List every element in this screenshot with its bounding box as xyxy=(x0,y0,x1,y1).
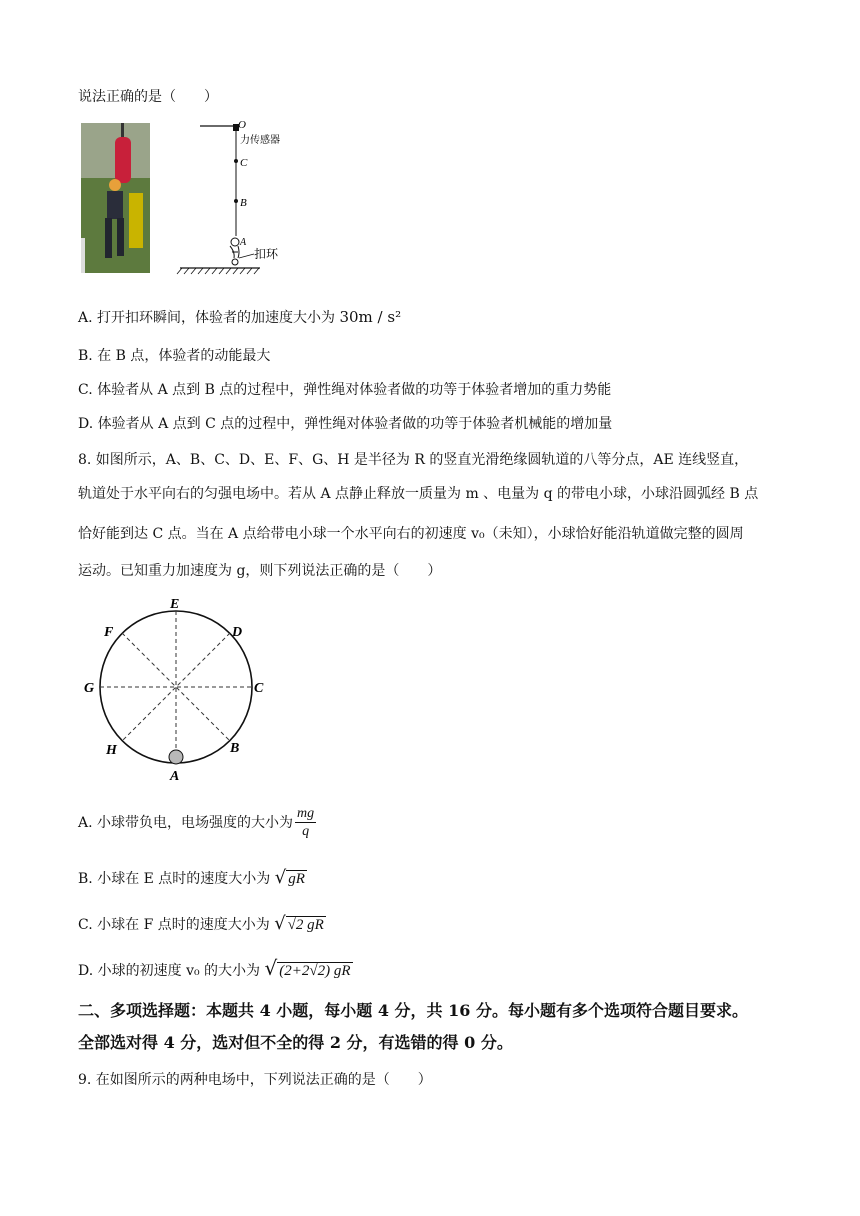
fraction-denominator: q xyxy=(302,823,310,839)
fig8-label-d: D xyxy=(232,625,243,640)
q7-option-a-value: 30m / s² xyxy=(339,308,402,326)
q7-tail: 说法正确的是（ ） xyxy=(78,89,218,105)
q7-option-c: C. 体验者从 A 点到 B 点的过程中，弹性绳对体验者做的功等于体验者增加的重力势能 xyxy=(78,382,612,398)
q8-option-d xyxy=(78,958,353,981)
q8-option-a xyxy=(78,805,316,841)
fig8-label-a: A xyxy=(170,769,180,784)
q7-option-a xyxy=(78,307,401,328)
q8-line-4: 运动。已知重力加速度为 g，则下列说法正确的是（ ） xyxy=(78,563,442,579)
fig7-label-a: A xyxy=(240,237,247,248)
q7-option-a-text: A. 打开扣环瞬间，体验者的加速度大小为 xyxy=(78,310,336,326)
q9-stem: 9. 在如图所示的两种电场中，下列说法正确的是（ ） xyxy=(78,1072,432,1088)
fig7-label-sensor: 力传感器 xyxy=(240,135,280,146)
sqrt-icon: √ xyxy=(274,913,286,934)
q8-line-2: 轨道处于水平向右的匀强电场中。若从 A 点静止释放一质量为 m 、电量为 q 的带电小球，小球沿圆弧经 B 点 xyxy=(78,486,759,502)
fraction-numerator: mg xyxy=(297,805,315,821)
circle-track-figure xyxy=(76,590,276,790)
q8-option-c-expr: √2 gR xyxy=(287,917,324,933)
fig8-label-b: B xyxy=(230,741,240,756)
q8-option-b-expr: gR xyxy=(288,871,305,887)
sqrt-icon: √ xyxy=(264,956,278,980)
fig7-label-buckle: 扣环 xyxy=(254,247,279,261)
fig7-label-c: C xyxy=(240,157,248,169)
q7-option-d: D. 体验者从 A 点到 C 点的过程中，弹性绳对体验者做的功等于体验者机械能的增加量 xyxy=(78,416,613,432)
q8-option-d-text: D. 小球的初速度 v₀ 的大小为 xyxy=(78,963,261,979)
fig8-label-e: E xyxy=(170,597,180,612)
bungee-schematic xyxy=(172,118,292,278)
q8-option-c xyxy=(78,914,326,935)
fig8-label-h: H xyxy=(106,743,117,758)
fig7-label-b: B xyxy=(240,197,247,209)
fig8-label-g: G xyxy=(84,681,95,696)
q8-option-a-text: A. 小球带负电，电场强度的大小为 xyxy=(78,815,294,831)
q8-line-1: 8. 如图所示，A、B、C、D、E、F、G、H 是半径为 R 的竖直光滑绝缘圆轨道的八等分点，AE 连线竖直， xyxy=(78,452,749,468)
bungee-photo xyxy=(81,123,150,273)
q8-option-b xyxy=(78,868,307,889)
q8-option-d-expr: (2+2√2) gR xyxy=(279,963,351,979)
q8-option-c-text: C. 小球在 F 点时的速度大小为 xyxy=(78,917,270,933)
fig8-label-c: C xyxy=(254,681,264,696)
section2-header-line-1: 二、多项选择题：本题共 4 小题，每小题 4 分，共 16 分。每小题有多个选项符合题目要求。 xyxy=(78,1001,748,1020)
sqrt-icon: √ xyxy=(274,867,287,888)
q8-line-3: 恰好能到达 C 点。当在 A 点给带电小球一个水平向右的初速度 v₀（未知），小球恰好能沿轨道做完整的圆周 xyxy=(78,526,744,542)
q8-option-a-fraction xyxy=(295,806,316,841)
q7-option-b: B. 在 B 点，体验者的动能最大 xyxy=(78,348,271,364)
section2-header-line-2: 全部选对得 4 分，选对但不全的得 2 分，有选错的得 0 分。 xyxy=(78,1033,513,1052)
fig7-label-o: O xyxy=(238,119,246,131)
q8-option-b-text: B. 小球在 E 点时的速度大小为 xyxy=(78,871,271,887)
fig8-label-f: F xyxy=(104,625,114,640)
